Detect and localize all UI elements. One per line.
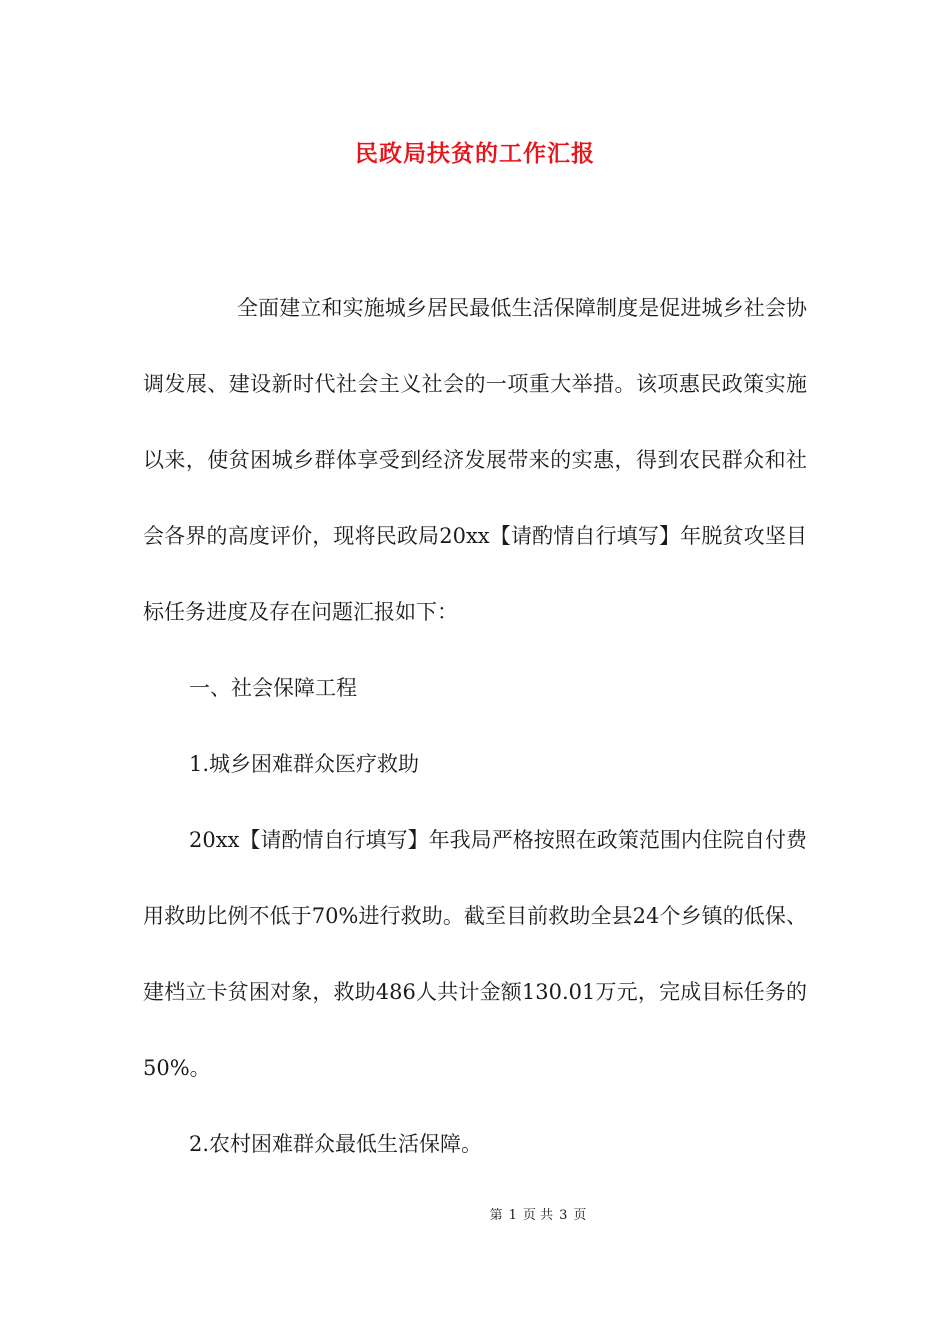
medical-aid-paragraph: 20xx【请酌情自行填写】年我局严格按照在政策范围内住院自付费用救助比例不低于70%进行救助。截至目前救助全县24个乡镇的低保、建档立卡贫困对象，救助486人共计金额130.01万元，完成目标任务的50%。 bbox=[143, 828, 807, 1080]
section-heading-social-security: 一、社会保障工程 bbox=[189, 676, 357, 700]
intro-paragraph: 全面建立和实施城乡居民最低生活保障制度是促进城乡社会协调发展、建设新时代社会主义社会的一项重大举措。该项惠民政策实施以来，使贫困城乡群体享受到经济发展带来的实惠，得到农民群众和社会各界的高度评价，现将民政局20xx【请酌情自行填写】年脱贫攻坚目标任务进度及存在问题汇报如下： bbox=[143, 296, 807, 624]
page-footer bbox=[0, 1206, 950, 1226]
footer-middle: 页 共 bbox=[522, 1208, 554, 1223]
footer-current-page: 1 bbox=[508, 1208, 517, 1223]
document-title: 民政局扶贫的工作汇报 bbox=[355, 140, 595, 167]
footer-total-pages: 3 bbox=[559, 1208, 568, 1223]
footer-prefix: 第 bbox=[489, 1208, 503, 1223]
subsection-heading-minimum-living: 2.农村困难群众最低生活保障。 bbox=[189, 1132, 483, 1156]
subsection-heading-medical-aid: 1.城乡困难群众医疗救助 bbox=[189, 752, 420, 776]
document-body bbox=[143, 270, 807, 1182]
footer-suffix: 页 bbox=[573, 1208, 587, 1223]
